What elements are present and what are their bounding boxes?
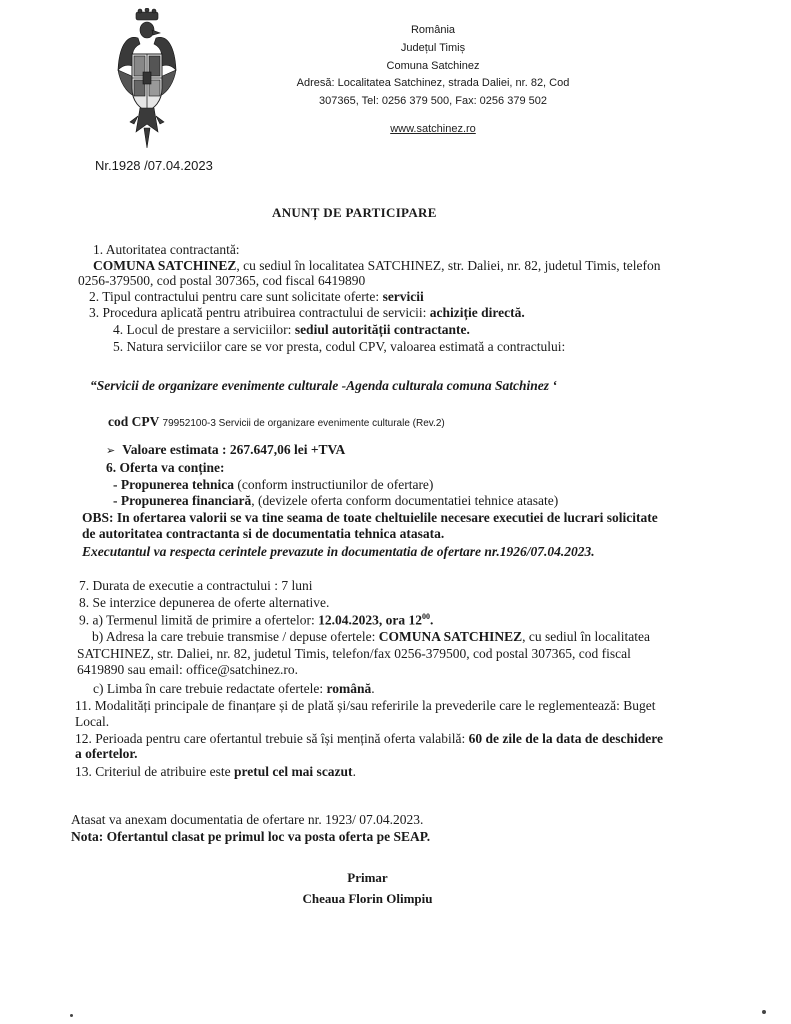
estimated-value <box>106 442 345 458</box>
submission-deadline: 12.04.2023, ora 12 <box>318 612 422 628</box>
section-9b-authority: COMUNA SATCHINEZ <box>378 629 523 644</box>
financial-proposal-note: , (devizele oferta conform documentatiei tehnice atasate) <box>251 493 559 508</box>
offer-language: română <box>326 681 372 696</box>
cpv-label: cod CPV <box>108 414 163 429</box>
obs-line-1: OBS: In ofertarea valorii se va tine seama de toate cheltuielile necesare executiei de lucrari solicitate <box>82 510 658 525</box>
attachment-note: Atasat va anexam documentatia de ofertare nr. 1923/ 07.04.2023. <box>71 812 424 827</box>
deadline-minutes: 00 <box>421 612 430 621</box>
section-4-value: sediul autorității contractante. <box>294 322 470 337</box>
technical-proposal-note: (conform instructiunilor de ofertare) <box>234 477 434 492</box>
section-9c <box>93 681 375 697</box>
estimated-value-text: Valoare estimata : 267.647,06 lei +TVA <box>122 442 346 457</box>
signoff-role: Primar <box>347 870 388 885</box>
header-website-link[interactable]: www.satchinez.ro <box>390 123 476 136</box>
letterhead <box>268 22 598 139</box>
header-county: Județul Timiș <box>400 41 466 54</box>
section-9b-line-3: 6419890 sau email: office@satchinez.ro. <box>77 662 298 677</box>
authority-address: , cu sediul în localitatea SATCHINEZ, str. Daliei, nr. 82, judetul Timis, telefon <box>236 258 661 273</box>
section-11-line-2: Local. <box>75 714 110 729</box>
service-title: “Servicii de organizare evenimente culturale -Agenda culturala comuna Satchinez ‘ <box>90 378 557 393</box>
section-3-value: achiziție directă. <box>429 305 525 320</box>
section-12 <box>75 731 663 747</box>
section-7: 7. Durata de executie a contractului : 7 luni <box>79 578 313 593</box>
section-9b-line-2: SATCHINEZ, str. Daliei, nr. 82, judetul Timis, telefon/fax 0256-379500, cod postal 307365, cod fiscal <box>77 646 631 661</box>
section-4 <box>113 322 470 338</box>
section-13-end: . <box>352 764 356 779</box>
cpv-code <box>108 414 445 430</box>
section-3 <box>89 305 525 321</box>
section-9a-text: 9. a) Termenul limită de primire a ofertelor: <box>79 612 319 628</box>
section-2-text: 2. Tipul contractului pentru care sunt solicitate oferte: <box>89 289 383 304</box>
page-title: ANUNȚ DE PARTICIPARE <box>272 205 437 220</box>
section-9c-end: . <box>371 681 375 696</box>
financial-proposal <box>113 493 558 509</box>
header-address-line-1: Adresă: Localitatea Satchinez, strada Daliei, nr. 82, Cod <box>296 77 570 90</box>
seap-note: Nota: Ofertantul clasat pe primul loc va posta oferta pe SEAP. <box>71 829 431 844</box>
section-2-value: servicii <box>382 289 424 304</box>
cpv-value: 79952100-3 Servicii de organizare evenimente culturale (Rev.2) <box>162 418 445 429</box>
section-4-text: 4. Locul de prestare a serviciilor: <box>113 322 295 337</box>
section-13-text: 13. Criteriul de atribuire este <box>75 764 234 779</box>
coat-of-arms-icon <box>116 8 178 156</box>
obs-line-2: de autoritatea contractanta si de documentatia tehnica atasata. <box>82 526 445 541</box>
section-9c-text: c) Limba în care trebuie redactate ofertele: <box>93 681 327 696</box>
section-9b-rest: , cu sediul în localitatea <box>522 629 650 644</box>
signoff <box>300 868 435 910</box>
section-9a-end: . <box>429 612 434 628</box>
signoff-name: Cheaua Florin Olimpiu <box>302 890 433 906</box>
technical-proposal <box>113 477 433 493</box>
section-9b-text: b) Adresa la care trebuie transmise / depuse ofertele: <box>92 629 379 644</box>
header-address-line-2: 307365, Tel: 0256 379 500, Fax: 0256 379 502 <box>319 95 547 108</box>
section-9b <box>92 629 650 645</box>
scan-speck <box>762 1010 766 1014</box>
section-12-line-2: a ofertelor. <box>75 746 138 761</box>
section-6-label <box>106 460 224 476</box>
section-1-line-2: 0256-379500, cod postal 307365, cod fiscal 6419890 <box>78 273 366 288</box>
registration-number: Nr.1928 /07.04.2023 <box>95 158 213 173</box>
section-11-line-1: 11. Modalități principale de finanțare și de plată și/sau referirile la prevederile care le reglementează: Buget <box>75 698 656 713</box>
section-5: 5. Natura serviciilor care se vor presta, codul CPV, valoarea estimată a contractului: <box>113 339 566 354</box>
authority-name: COMUNA SATCHINEZ <box>93 258 237 273</box>
obs-line-3: Executantul va respecta cerintele prevazute in documentatia de ofertare nr.1926/07.04.2023. <box>82 544 595 559</box>
header-country: România <box>410 24 456 36</box>
technical-proposal-label: - Propunerea tehnica <box>113 477 234 492</box>
section-9a <box>79 612 433 628</box>
scan-speck <box>70 1014 73 1017</box>
section-3-text: 3. Procedura aplicată pentru atribuirea contractului de servicii: <box>89 305 430 320</box>
section-8: 8. Se interzice depunerea de oferte alternative. <box>79 595 330 610</box>
section-1-body <box>93 258 660 274</box>
award-criterion: pretul cel mai scazut <box>233 764 353 779</box>
header-commune: Comuna Satchinez <box>386 59 480 72</box>
section-1-label: 1. Autoritatea contractantă: <box>93 242 240 257</box>
validity-period: 60 de zile de la data de deschidere <box>468 731 663 746</box>
section-2 <box>89 289 424 305</box>
section-6-text: 6. Oferta va conține: <box>106 460 225 475</box>
arrow-bullet-icon: ➢ <box>106 444 116 457</box>
section-12-text: 12. Perioada pentru care ofertantul trebuie să își mențină oferta valabilă: <box>75 731 469 746</box>
financial-proposal-label: - Propunerea financiară <box>113 493 252 508</box>
section-13 <box>75 764 356 780</box>
